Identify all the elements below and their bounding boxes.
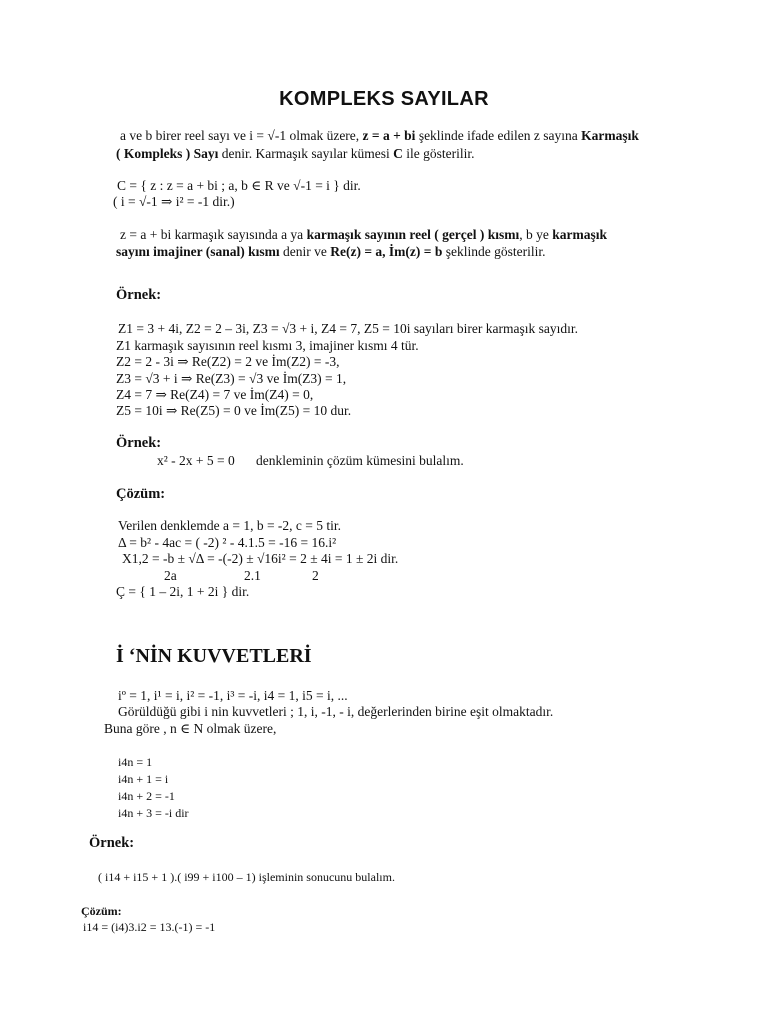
example-1-line: Z2 = 2 - 3i ⇒ Re(Z2) = 2 ve İm(Z2) = -3, — [116, 354, 340, 369]
power-rule: i4n + 1 = i — [118, 772, 169, 786]
powers-line: Görüldüğü gibi i nin kuvvetleri ; 1, i, -1, - i, değerlerinden birine eşit olmaktadır. — [118, 704, 554, 719]
powers-heading: İ ‘NİN KUVVETLERİ — [116, 645, 312, 667]
set-definition: C = { z : z = a + bi ; a, b ∈ R ve √-1 = i } dir. — [117, 178, 361, 193]
solution-1-line: Δ = b² - 4ac = ( -2) ² - 4.1.5 = -16 = 16.i² — [118, 535, 337, 550]
denominator: 2.1 — [244, 568, 261, 583]
example-1-line: Z4 = 7 ⇒ Re(Z4) = 7 ve İm(Z4) = 0, — [116, 387, 314, 402]
parts-line-1: z = a + bi karmaşık sayısında a ya karmaşık sayının reel ( gerçel ) kısmı, b ye karmaşık — [120, 227, 608, 242]
example-1-line: Z3 = √3 + i ⇒ Re(Z3) = √3 ve İm(Z3) = 1, — [116, 371, 347, 386]
solution-1-heading: Çözüm: — [116, 486, 166, 502]
solution-1-line: X1,2 = -b ± √Δ = -(-2) ± √16i² = 2 ± 4i = 1 ± 2i dir. — [122, 551, 399, 566]
example-3-heading: Örnek: — [89, 835, 135, 851]
intro-line-2: ( Kompleks ) Sayı denir. Karmaşık sayılar kümesi C ile gösterilir. — [116, 146, 475, 161]
example-1-line: Z1 = 3 + 4i, Z2 = 2 – 3i, Z3 = √3 + i, Z4 = 7, Z5 = 10i sayıları birer karmaşık sayıdır. — [118, 321, 579, 336]
denominator: 2a — [164, 568, 177, 583]
example-1-line: Z1 karmaşık sayısının reel kısmı 3, imajiner kısmı 4 tür. — [116, 338, 419, 353]
example-1-line: Z5 = 10i ⇒ Re(Z5) = 0 ve İm(Z5) = 10 dur. — [116, 403, 352, 418]
example-3-text: ( i14 + i15 + 1 ).( i99 + i100 – 1) işleminin sonucunu bulalım. — [98, 870, 395, 884]
example-2-equation: x² - 2x + 5 = 0 — [157, 453, 235, 468]
solution-1-line: Verilen denklemde a = 1, b = -2, c = 5 tir. — [118, 518, 342, 533]
example-2-text: denkleminin çözüm kümesini bulalım. — [256, 453, 464, 468]
example-2-heading: Örnek: — [116, 435, 162, 451]
power-rule: i4n + 2 = -1 — [118, 789, 175, 803]
example-1-heading: Örnek: — [116, 287, 162, 303]
intro-line-1: a ve b birer reel sayı ve i = √-1 olmak üzere, z = a + bi şeklinde ifade edilen z sayına Karmaşık — [120, 128, 639, 143]
solution-2-heading: Çözüm: — [81, 904, 122, 918]
power-rule: i4n = 1 — [118, 755, 153, 769]
denominator: 2 — [312, 568, 319, 583]
powers-line: Buna göre , n ∈ N olmak üzere, — [104, 721, 277, 736]
page-title: KOMPLEKS SAYILAR — [279, 88, 489, 110]
powers-line: iº = 1, i¹ = i, i² = -1, i³ = -i, i4 = 1, i5 = i, ... — [118, 688, 348, 703]
solution-2-line: i14 = (i4)3.i2 = 13.(-1) = -1 — [83, 920, 216, 934]
power-rule: i4n + 3 = -i dir — [118, 806, 189, 820]
i-squared-note: ( i = √-1 ⇒ i² = -1 dir.) — [113, 194, 235, 209]
parts-line-2: sayını imajiner (sanal) kısmı denir ve Re(z) = a, İm(z) = b şeklinde gösterilir. — [116, 244, 546, 259]
solution-set: Ç = { 1 – 2i, 1 + 2i } dir. — [116, 584, 250, 599]
